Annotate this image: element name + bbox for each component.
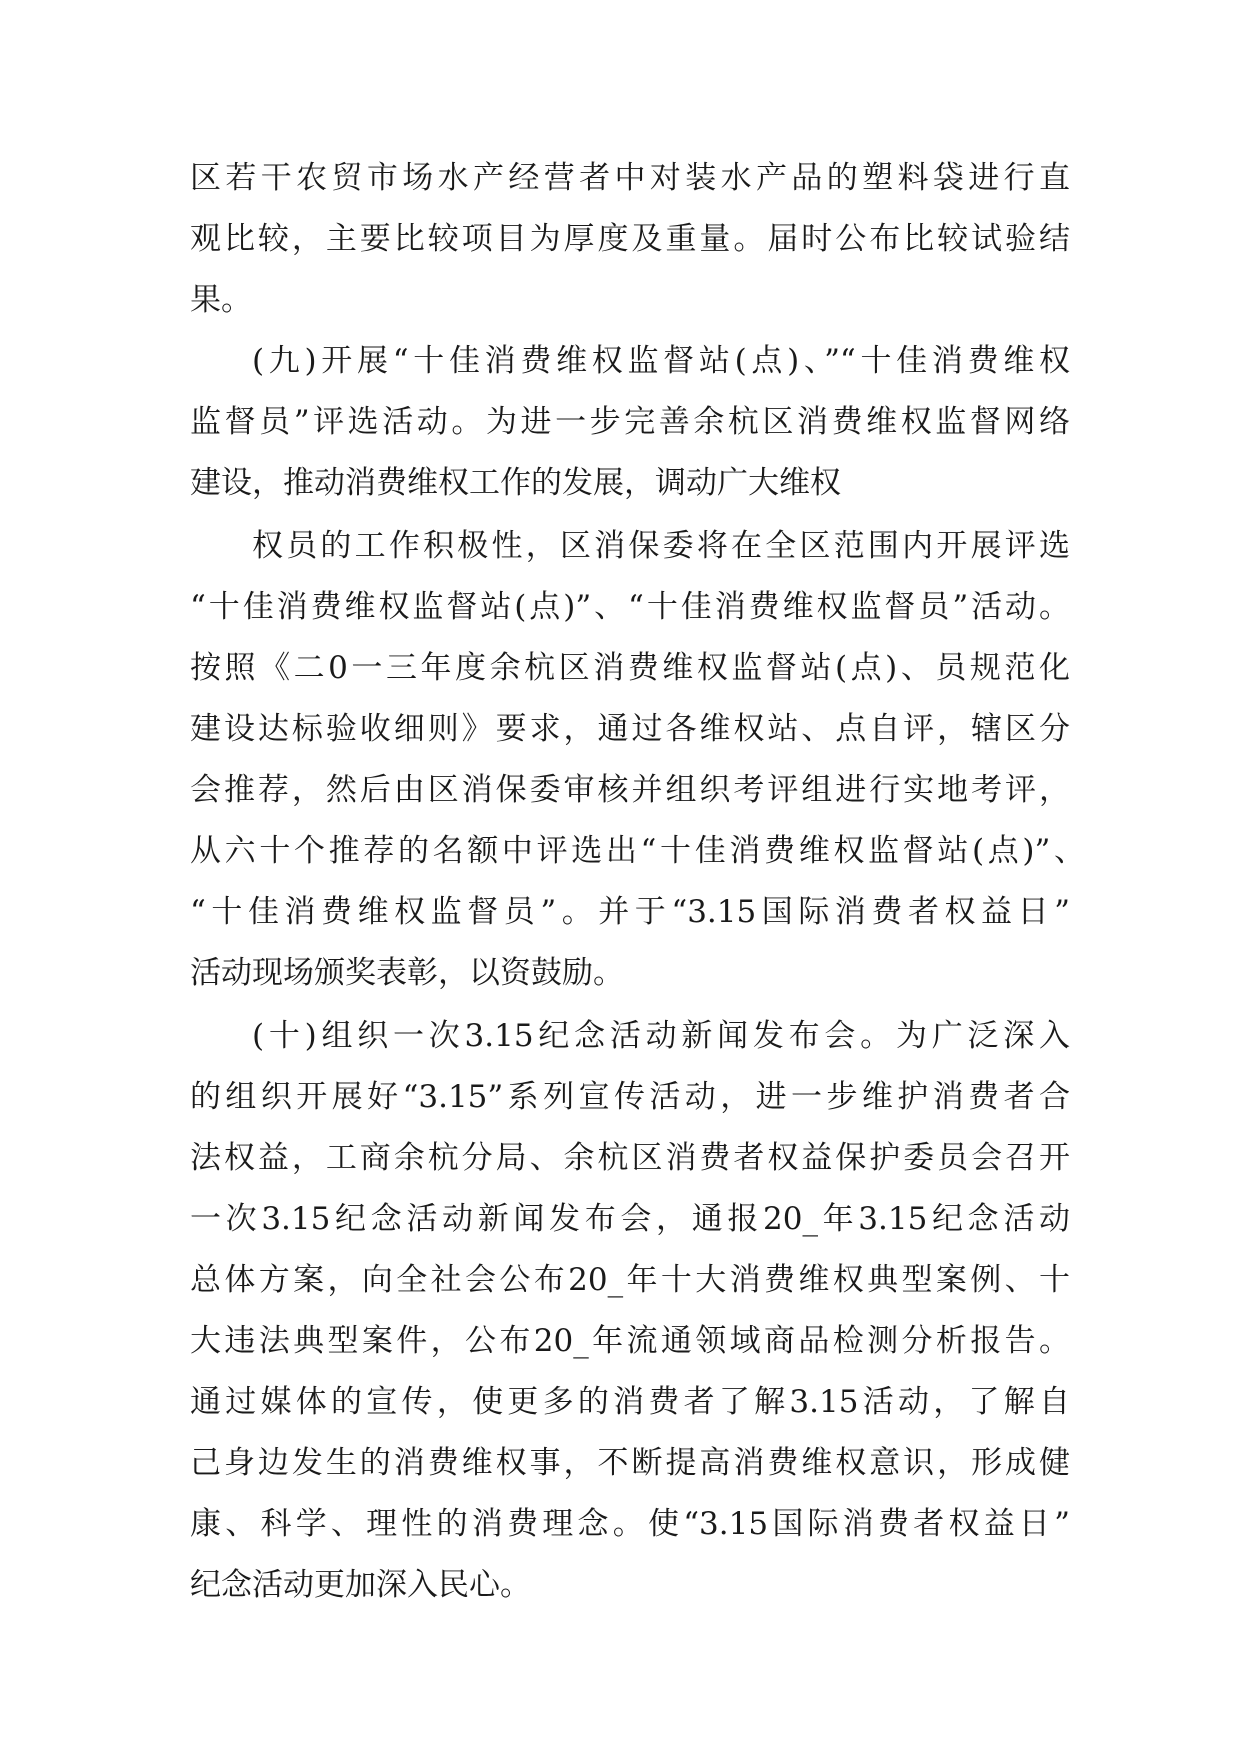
text-line: 从六十个推荐的名额中评选出“十佳消费维权监督站(点)”、 [190,833,1085,869]
text-line: (十)组织一次3.15纪念活动新闻发布会。为广泛深入 [252,1018,1070,1054]
text-line: 果。 [190,282,252,318]
text-line: 区若干农贸市场水产经营者中对装水产品的塑料袋进行直 [190,160,1070,196]
text-line: 权员的工作积极性，区消保委将在全区范围内开展评选 [252,528,1070,564]
text-line: “十佳消费维权监督站(点)”、“十佳消费维权监督员”活动。 [190,589,1070,625]
text-line: 通过媒体的宣传，使更多的消费者了解3.15活动，了解自 [190,1384,1070,1420]
text-line: 按照《二0一三年度余杭区消费维权监督站(点)、员规范化 [190,650,1070,686]
text-line: 法权益，工商余杭分局、余杭区消费者权益保护委员会召开 [190,1140,1070,1176]
text-line: 大违法典型案件，公布20_年流通领域商品检测分析报告。 [190,1323,1070,1359]
text-line: 己身边发生的消费维权事，不断提高消费维权意识，形成健 [190,1445,1070,1481]
text-line: 会推荐，然后由区消保委审核并组织考评组进行实地考评， [190,772,1070,808]
text-line: 一次3.15纪念活动新闻发布会，通报20_年3.15纪念活动 [190,1201,1070,1237]
text-line: 康、科学、理性的消费理念。使“3.15国际消费者权益日” [190,1506,1070,1542]
text-line: (九)开展“十佳消费维权监督站(点)、”“十佳消费维权 [252,343,1070,379]
text-line: 建设达标验收细则》要求，通过各维权站、点自评，辖区分 [190,711,1070,747]
text-line: 观比较，主要比较项目为厚度及重量。届时公布比较试验结 [190,221,1070,257]
text-line: 纪念活动更加深入民心。 [190,1567,531,1603]
text-line: “十佳消费维权监督员”。并于“3.15国际消费者权益日” [190,894,1070,930]
text-line: 建设，推动消费维权工作的发展，调动广大维权 [190,465,841,501]
text-line: 监督员”评选活动。为进一步完善余杭区消费维权监督网络 [190,404,1070,440]
text-line: 的组织开展好“3.15”系列宣传活动，进一步维护消费者合 [190,1079,1070,1115]
text-line: 总体方案，向全社会公布20_年十大消费维权典型案例、十 [190,1262,1070,1298]
text-line: 活动现场颁奖表彰，以资鼓励。 [190,955,624,991]
